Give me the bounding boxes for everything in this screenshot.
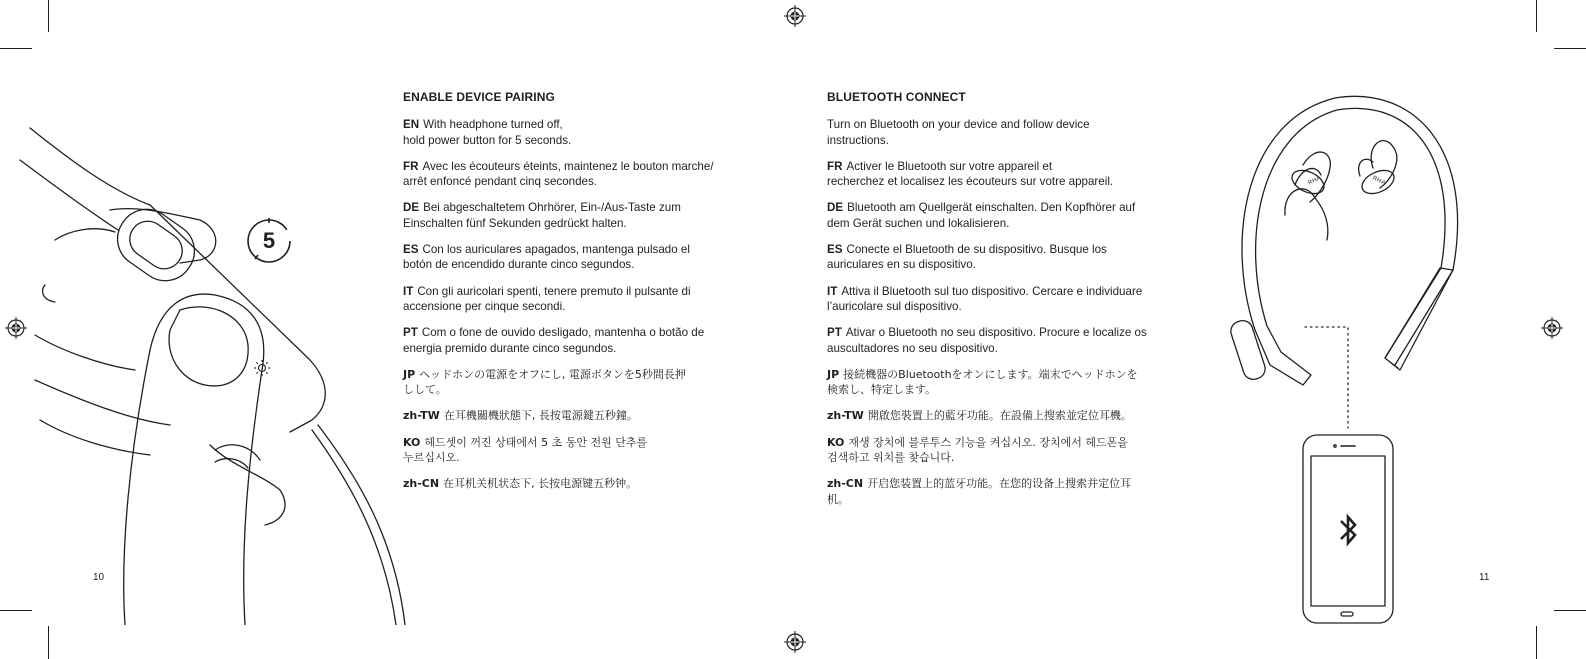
crop-mark	[1536, 626, 1537, 659]
instruction-paragraph	[827, 408, 1177, 423]
instruction-text: 누르십시오.	[403, 451, 460, 465]
language-code: PT	[403, 326, 418, 340]
registration-mark-icon	[784, 5, 806, 27]
language-code: KO	[403, 435, 421, 449]
instruction-paragraph	[827, 200, 1177, 231]
instruction-list	[827, 117, 1177, 507]
timer-icon	[246, 218, 292, 264]
language-code: PT	[827, 326, 842, 340]
instruction-paragraph	[403, 476, 753, 491]
crop-mark	[1554, 610, 1586, 611]
instruction-text: instructions.	[827, 133, 889, 147]
instruction-paragraph	[403, 242, 753, 273]
instruction-text: Ativar o Bluetooth no seu dispositivo. Procure e localize os	[845, 326, 1147, 340]
language-code: zh-TW	[827, 409, 864, 423]
instruction-text: 検索し、特定します。	[827, 383, 937, 397]
language-code: JP	[827, 367, 840, 381]
language-code: IT	[827, 284, 838, 298]
instruction-paragraph	[403, 117, 753, 148]
instruction-text: Einschalten fünf Sekunden gedrückt halten.	[403, 216, 627, 230]
instruction-text: 開啟您裝置上的藍牙功能。在設備上搜索並定位耳機。	[867, 409, 1132, 423]
instruction-text: 在耳机关机状态下, 长按电源键五秒钟。	[443, 477, 638, 491]
language-code: DE	[403, 201, 420, 215]
instruction-text: Avec les écouteurs éteints, maintenez le bouton marche/	[422, 159, 714, 173]
language-code: ES	[827, 243, 843, 257]
instruction-text: 接続機器のBluetoothをオンにします。端末でヘッドホンを	[843, 367, 1138, 381]
instruction-text: With headphone turned off,	[423, 118, 563, 132]
instruction-text: botón de encendido durante cinco segundos.	[403, 258, 635, 272]
instruction-text: hold power button for 5 seconds.	[403, 133, 572, 147]
hand-pressing-button-illustration	[0, 120, 420, 625]
instruction-paragraph	[827, 367, 1177, 398]
neckband-headphones-illustration	[1215, 90, 1475, 625]
instruction-text: 헤드셋이 꺼진 상태에서 5 초 동안 전원 단추를	[424, 435, 648, 449]
crop-mark	[0, 48, 32, 49]
instruction-text: 机。	[827, 492, 849, 506]
instruction-text: auscultadores no seu dispositivo.	[827, 341, 998, 355]
timer-label: 5	[262, 228, 276, 253]
registration-mark-icon	[1541, 317, 1563, 339]
language-code: ES	[403, 243, 419, 257]
instruction-text: 开启您装置上的蓝牙功能。在您的设备上搜索并定位耳	[867, 477, 1132, 491]
page-number: 10	[93, 572, 105, 583]
language-code: FR	[403, 159, 419, 173]
earbud-brand-logo: RHA	[1307, 175, 1323, 187]
instruction-text: arrêt enfoncé pendant cinq secondes.	[403, 175, 598, 189]
instruction-text: recherchez et localisez les écouteurs sur votre appareil.	[827, 175, 1114, 189]
crop-mark	[48, 0, 49, 32]
instruction-text: Bei abgeschaltetem Ohrhörer, Ein-/Aus-Taste zum	[423, 201, 681, 215]
instruction-text: 재생 장치에 블루투스 기능을 켜십시오. 장치에서 헤드폰을	[848, 435, 1128, 449]
instruction-list	[403, 117, 753, 491]
left-text-column	[403, 90, 753, 503]
instruction-text: 검색하고 위치를 찾습니다.	[827, 451, 955, 465]
instruction-text: dem Gerät suchen und lokalisieren.	[827, 216, 1010, 230]
instruction-paragraph	[827, 117, 1177, 148]
crop-mark	[48, 626, 49, 659]
instruction-text: Conecte el Bluetooth de su dispositivo. Busque los	[846, 243, 1107, 257]
instruction-text: l’auricolare sul dispositivo.	[827, 299, 962, 313]
instruction-text: accensione per cinque secondi.	[403, 299, 566, 313]
registration-mark-icon	[784, 631, 806, 653]
instruction-paragraph	[403, 408, 753, 423]
language-code: zh-CN	[403, 477, 440, 491]
instruction-text: Con los auriculares apagados, mantenga pulsado el	[422, 243, 690, 257]
instruction-text: Bluetooth am Quellgerät einschalten. Den Kopfhörer auf	[847, 201, 1136, 215]
instruction-paragraph	[403, 367, 753, 398]
instruction-text: auriculares en su dispositivo.	[827, 258, 976, 272]
instruction-paragraph	[403, 325, 753, 356]
instruction-paragraph	[403, 159, 753, 190]
instruction-text: Con gli auricolari spenti, tenere premuto il pulsante di	[417, 284, 691, 298]
crop-mark	[1554, 48, 1586, 49]
instruction-text: energia premido durante cinco segundos.	[403, 341, 617, 355]
instruction-paragraph	[403, 435, 753, 466]
instruction-paragraph	[827, 284, 1177, 315]
language-code: IT	[403, 284, 414, 298]
language-code: EN	[403, 118, 420, 132]
instruction-text: 在耳機關機狀態下, 長按電源鍵五秒鐘。	[443, 409, 638, 423]
instruction-text: Turn on Bluetooth on your device and follow device	[827, 118, 1090, 132]
instruction-paragraph	[827, 476, 1177, 507]
instruction-text: しして。	[403, 383, 447, 397]
language-code: zh-CN	[827, 477, 864, 491]
instruction-paragraph	[827, 435, 1177, 466]
right-text-column	[827, 90, 1177, 518]
instruction-text: Com o fone de ouvido desligado, mantenha o botão de	[421, 326, 705, 340]
crop-mark	[1536, 0, 1537, 32]
page-heading: BLUETOOTH CONNECT	[827, 90, 966, 104]
language-code: FR	[827, 159, 843, 173]
instruction-text: Activer le Bluetooth sur votre appareil et	[846, 159, 1053, 173]
instruction-paragraph	[403, 284, 753, 315]
page-heading: ENABLE DEVICE PAIRING	[403, 90, 555, 104]
earbud-brand-logo: RHA	[1371, 175, 1387, 187]
language-code: zh-TW	[403, 409, 440, 423]
bluetooth-icon	[1341, 517, 1355, 543]
instruction-paragraph	[827, 325, 1177, 356]
language-code: KO	[827, 435, 845, 449]
instruction-text: ヘッドホンの電源をオフにし, 電源ボタンを5秒間長押	[419, 367, 686, 381]
language-code: JP	[403, 367, 416, 381]
page-number: 11	[1479, 572, 1490, 583]
instruction-text: Attiva il Bluetooth sul tuo dispositivo. Cercare e individuare	[841, 284, 1143, 298]
instruction-paragraph	[403, 200, 753, 231]
instruction-paragraph	[827, 242, 1177, 273]
language-code: DE	[827, 201, 844, 215]
instruction-paragraph	[827, 159, 1177, 190]
